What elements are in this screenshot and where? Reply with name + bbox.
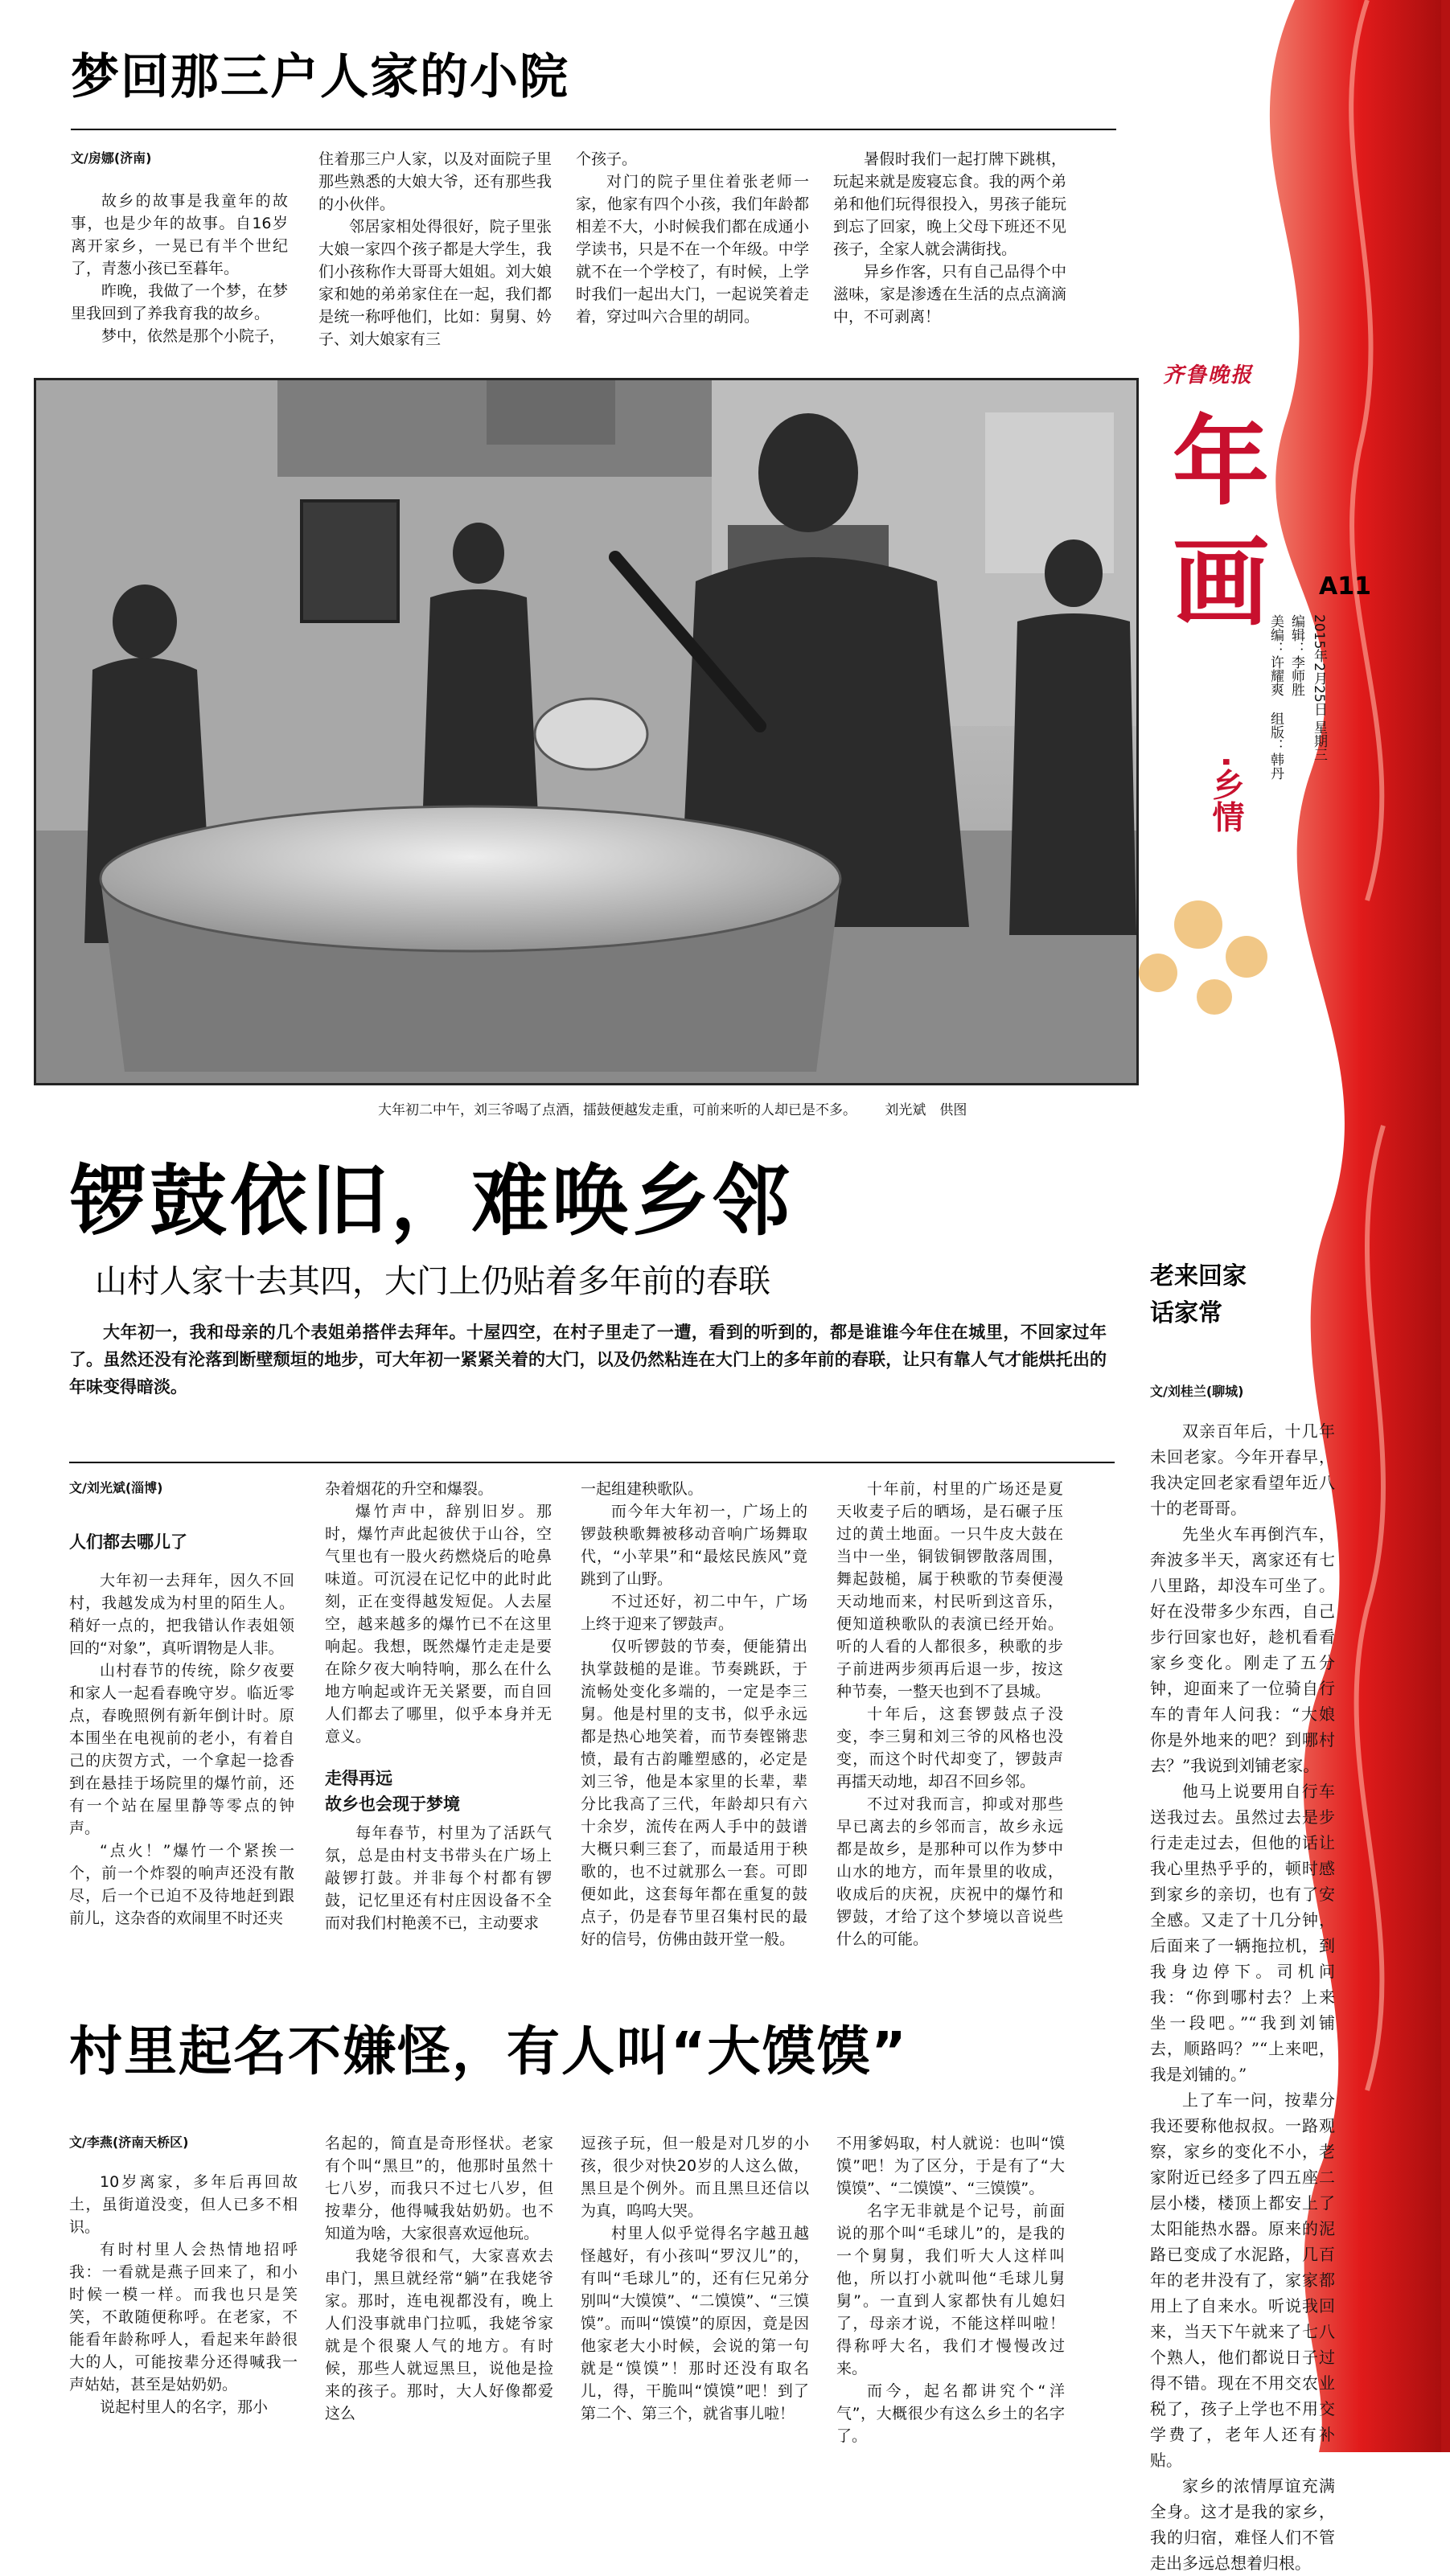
- lead-rule: [69, 1462, 1115, 1463]
- sidebar-title-line1: 老来回家: [1150, 1262, 1247, 1290]
- article1-col1: [71, 190, 288, 347]
- paragraph: 对门的院子里住着张老师一家，他家有四个小孩，我们年龄都相差不大，小时候我们都在成通小学读书，只是不在一个年级。中学就不在一个学校了，有时候，上学时我们一起出大门，一起说笑着走着，穿过叫六合里的胡同。: [576, 173, 809, 326]
- paragraph: 十年前，村里的广场还是夏天收麦子后的晒场，是石碾子压过的黄土地面。一只牛皮大鼓在当中一坐，铜钹铜锣散落周围，舞起鼓槌，属于秧歌的节奏便漫天动地而来，村民听到这音乐，便知道秧歌队的表演已经开始。听的人看的人都很多，秧歌的步子前进两步须再后退一步，按这种节奏，一整天也到不了县城。: [836, 1480, 1063, 1700]
- paragraph: 名字无非就是个记号，前面说的那个叫“毛球儿”的，是我的一个舅舅，我们听大人这样叫他，所以打小就叫他“毛球儿舅舅”。一直到人家都快有儿媳妇了，母亲才说，不能这样叫啦！得称呼大名，我们才慢慢改过来。: [836, 2202, 1065, 2377]
- page-number: A11: [1319, 572, 1371, 601]
- paragraph: 大年初一去拜年，因久不回村，我越发成为村里的陌生人。稍好一点的，把我错认作表姐领回的“对象”，真听谓物是人非。: [69, 1572, 294, 1657]
- paragraph: 而今，起名都讲究个“洋气”，大概很少有这么乡土的名字了。: [836, 2382, 1065, 2445]
- article1-col3: [576, 148, 809, 328]
- subhead-line2: 故乡也会现于梦境: [325, 1795, 460, 1814]
- paragraph: 暑假时我们一起打牌下跳棋，玩起来就是废寝忘食。我的两个弟弟和他们玩得很投入，男孩子能玩到忘了回家，晚上父母下班还不见孩子，全家人就会满街找。: [833, 150, 1066, 258]
- photo-caption: [378, 1098, 967, 1118]
- paragraph: 杂着烟花的升空和爆裂。: [325, 1480, 494, 1498]
- designer-credit: 美编：许耀爽: [1267, 614, 1284, 696]
- issue-date: 2015年2月25日 星期三: [1311, 614, 1327, 762]
- paper-logo: 齐鲁晚报: [1163, 363, 1254, 388]
- paragraph: 不过对我而言，抑或对那些早已离去的乡邻而言，故乡永远都是故乡，是那种可以作为梦中山水的地方，而年景里的收成，收成后的庆祝，庆祝中的爆竹和锣鼓，才给了这个梦境以音说些什么的可能。: [836, 1795, 1063, 1948]
- sidebar-title: [1150, 1258, 1247, 1332]
- paragraph: 双亲百年后，十几年未回老家。今年开春早，我决定回老家看望年近八十的老哥哥。: [1150, 1421, 1335, 1518]
- news-photo: [34, 378, 1139, 1085]
- article2-col1: [69, 1512, 294, 1930]
- paragraph: 10岁离家，多年后再回故土，虽街道没变，但人已多不相识。: [69, 2173, 298, 2236]
- masthead-info: [1309, 614, 1329, 904]
- subhead-line1: 走得再远: [325, 1769, 392, 1788]
- paragraph: 爆竹声中，辞别旧岁。那时，爆竹声此起彼伏于山谷，空气里也有一股火药燃烧后的呛鼻味道。可沉浸在记忆中的此时此刻，正在变得越发短促。人去屋空，越来越多的爆竹已不在这里响起。我想，既然爆竹走走是要在除夕夜大响特响，那么在什么地方响起或许无关紧要，而自回人们都去了哪里，似乎本身并无意义。: [325, 1503, 552, 1745]
- section-sub-text: 乡情: [1207, 768, 1244, 833]
- paragraph: 上了车一问，按辈分我还要称他叔叔。一路观察，家乡的变化不小，老家附近已经多了四五座二层小楼，楼顶上都安上了太阳能热水器。原来的泥路已变成了水泥路，几百年的老井没有了，家家都用上了自来水。听说我回来，当天下午就来了七八个熟人，他们都说日子过得不错。现在不用交农业税了，孩子上学也不用交学费了，老年人还有补贴。: [1150, 2090, 1335, 2470]
- paragraph: 说起村里人的名字，那小: [100, 2398, 269, 2416]
- article2-subtitle: 山村人家十去其四，大门上仍贴着多年前的春联: [95, 1263, 770, 1300]
- paragraph: 不用爹妈取，村人就说：也叫“馍馍”吧！为了区分，于是有了“大馍馍”、“二馍馍”、“三馍馍”。: [836, 2135, 1065, 2197]
- paragraph: 仅听锣鼓的节奏，便能猜出执掌鼓槌的是谁。节奏跳跃，于流畅处变化多端的，一定是李三舅。他是村里的支书，似乎永远都是热心地笑着，而节奏铿锵悲愤，最有古韵雕塑感的，必定是刘三爷，他是本家里的长辈，辈分比我高了三代，年龄却只有六十余岁，流传在两人手中的鼓谱大概只剩三套了，而最适用于秧歌的，也不过就那么一套。可即便如此，这套每年都在重复的鼓点子，仍是春节里召集村民的最好的信号，仿佛由鼓开堂一般。: [581, 1638, 807, 1948]
- section-sub-title: [1203, 756, 1249, 832]
- paragraph: 逗孩子玩，但一般是对几岁的小孩，很少对快20岁的人这么做，黑旦是个例外。而且黑旦还信以为真，呜呜大哭。: [581, 2135, 809, 2220]
- caption-text: 大年初二中午，刘三爷喝了点酒，擂鼓便越发走重，可前来听的人却已是不多。: [378, 1102, 856, 1118]
- paragraph: 村里人似乎觉得名字越丑越怪越好，有小孩叫“罗汉儿”的，有叫“毛球儿”的，还有仨兄弟分别叫“大馍馍”、“二馍馍”、“三馍馍”。而叫“馍馍”的原因，竟是因他家老大小时候，会说的第一句就是“馍馍”！那时还没有取名儿，得，干脆叫“馍馍”吧！到了第二个、第三个，就省事儿啦！: [581, 2225, 809, 2422]
- layout-credit: 组版：韩丹: [1267, 712, 1284, 781]
- article1-title: 梦回那三户人家的小院: [71, 49, 569, 105]
- article1-rule: [71, 129, 1116, 130]
- article3-col1: [69, 2171, 298, 2418]
- article2-col4: [836, 1478, 1063, 1950]
- photo-scene: [36, 380, 1136, 1083]
- paragraph: 他马上说要用自行车送我过去。虽然过去是步行走走过去，但他的话让我心里热乎乎的，顿时感到家乡的亲切，也有了安全感。又走了十几分钟，后面来了一辆拖拉机，到我身边停下。司机问我：“你到哪村去？上来坐一段吧。”“我到刘铺去，顺路吗？”“上来吧，我是刘铺的。”: [1150, 1782, 1335, 2084]
- article3-col3: [581, 2132, 809, 2425]
- section-big-title: 年画: [1173, 405, 1269, 639]
- masthead-staff: [1287, 614, 1306, 904]
- paragraph: 名起的，简直是奇形怪状。老家有个叫“黑旦”的，他那时虽然十七八岁，而我只不过七八岁，但按辈分，他得喊我姑奶奶。也不知道为啥，大家很喜欢逗他玩。: [325, 2135, 553, 2242]
- article3-col2: [325, 2132, 553, 2425]
- article2-lead: [69, 1319, 1107, 1401]
- paragraph: 住着那三户人家，以及对面院子里那些熟悉的大娘大爷，还有那些我的小伙伴。: [318, 150, 552, 213]
- paragraph: 一起组建秧歌队。: [581, 1480, 704, 1498]
- sidebar-title-line2: 话家常: [1150, 1299, 1222, 1327]
- editor-credit: 编辑：李师胜: [1288, 614, 1304, 696]
- article1-byline: 文/房娜(济南): [71, 150, 152, 166]
- paragraph: 梦中，依然是那个小院子，: [101, 327, 285, 345]
- article2-col3: [581, 1478, 807, 1950]
- paragraph: 每年春节，村里为了活跃气氛，总是由村支书带头在广场上敲锣打鼓。并非每个村都有锣鼓，记忆里还有村庄因设备不全而对我们村艳羡不已，主动要求: [325, 1824, 552, 1932]
- paragraph: 我姥爷很和气，大家喜欢去串门，黑旦就经常“躺”在我姥爷家。那时，连电视都没有，晚上人们没事就串门拉呱，我姥爷家就是个很聚人气的地方。有时候，那些人就逗黑旦，说他是捡来的孩子。那时，大人好像都爱这么: [325, 2247, 553, 2422]
- paragraph: 十年后，这套锣鼓点子没变，李三舅和刘三爷的风格也没变，而这个时代却变了，锣鼓声再擂天动地，却召不回乡邻。: [836, 1705, 1063, 1790]
- sidebar-byline: 文/刘桂兰(聊城): [1150, 1384, 1244, 1399]
- article3-title: 村里起名不嫌怪，有人叫“大馍馍”: [69, 2020, 908, 2082]
- paragraph: 昨晚，我做了一个梦，在梦里我回到了养我育我的故乡。: [71, 282, 288, 322]
- subhead-where: 人们都去哪儿了: [69, 1532, 187, 1552]
- article2-col2: [325, 1478, 552, 1934]
- paragraph: 先坐火车再倒汽车，奔波多半天，离家还有七八里路，却没车可坐了。好在没带多少东西，自己步行回家也好，趁机看看家乡变化。刚走了五分钟，迎面来了一位骑自行车的青年人问我：“大娘你是外地来的吧？到哪村去？”我说到刘铺老家。: [1150, 1524, 1335, 1775]
- paragraph: “点火！”爆竹一个紧挨一个，前一个炸裂的响声还没有散尽，后一个已迫不及待地赶到跟前儿，这杂沓的欢闹里不时还夹: [69, 1842, 294, 1927]
- masthead-staff2: [1266, 614, 1285, 904]
- paragraph: 个孩子。: [576, 150, 638, 168]
- article3-col4: [836, 2132, 1065, 2447]
- article1-col2: [318, 148, 552, 351]
- paragraph: 异乡作客，只有自己品得个中滋味，家是渗透在生活的点点滴滴中，不可剥离！: [833, 263, 1066, 326]
- lead-paragraph: 大年初一，我和母亲的几个表姐弟搭伴去拜年。十屋四空，在村子里走了一遭，看到的听到的，都是谁谁今年住在城里，不回家过年了。虽然还没有沦落到断壁颓垣的地步，可大年初一紧紧关着的大门，以及仍然粘连在大门上的多年前的春联，让只有靠人气才能烘托出的年味变得暗淡。: [69, 1323, 1107, 1397]
- article2-byline: 文/刘光斌(淄博): [69, 1480, 163, 1495]
- paragraph: 邻居家相处得很好，院子里张大娘一家四个孩子都是大学生，我们小孩称作大哥哥大姐姐。刘大娘家和她的弟弟家住在一起，我们都是统一称呼他们，比如：舅舅、妗子、刘大娘家有三: [318, 218, 552, 348]
- paragraph: 故乡的故事是我童年的故事，也是少年的故事。自16岁离开家乡，一晃已有半个世纪了，青葱小孩已至暮年。: [71, 192, 288, 277]
- paragraph: 山村春节的传统，除夕夜要和家人一起看春晚守岁。临近零点，春晚照例有新年倒计时。原本围坐在电视前的老小，有着自己的庆贺方式，一个拿起一捻香到在悬挂于场院里的爆竹前，还有一个站在屋里静等零点的钟声。: [69, 1662, 294, 1837]
- subhead-dream: [325, 1766, 552, 1817]
- paragraph: 有时村里人会热情地招呼我：一看就是燕子回来了，和小时候一模一样。而我也只是笑笑，不敢随便称呼。在老家，不能看年龄称呼人，看起来年龄很大的人，可能按辈分还得喊我一声姑姑，甚至是姑奶奶。: [69, 2241, 298, 2393]
- section-dot: ·: [1207, 756, 1244, 769]
- article2-title: 锣鼓依旧，难唤乡邻: [69, 1156, 793, 1246]
- article3-byline: 文/李燕(济南天桥区): [69, 2135, 189, 2150]
- paragraph: 而今年大年初一，广场上的锣鼓秧歌舞被移动音响广场舞取代，“小苹果”和“最炫民族风”竟跳到了山野。: [581, 1503, 807, 1588]
- paragraph: 不过还好，初二中午，广场上终于迎来了锣鼓声。: [581, 1593, 807, 1633]
- paragraph: 家乡的浓情厚谊充满全身。这才是我的家乡，我的归宿，难怪人们不管走出多远总想着归根。: [1150, 2476, 1335, 2573]
- sidebar-body: [1150, 1418, 1335, 2576]
- article1-col4: [833, 148, 1066, 328]
- photo-credit: 刘光斌 供图: [885, 1102, 967, 1118]
